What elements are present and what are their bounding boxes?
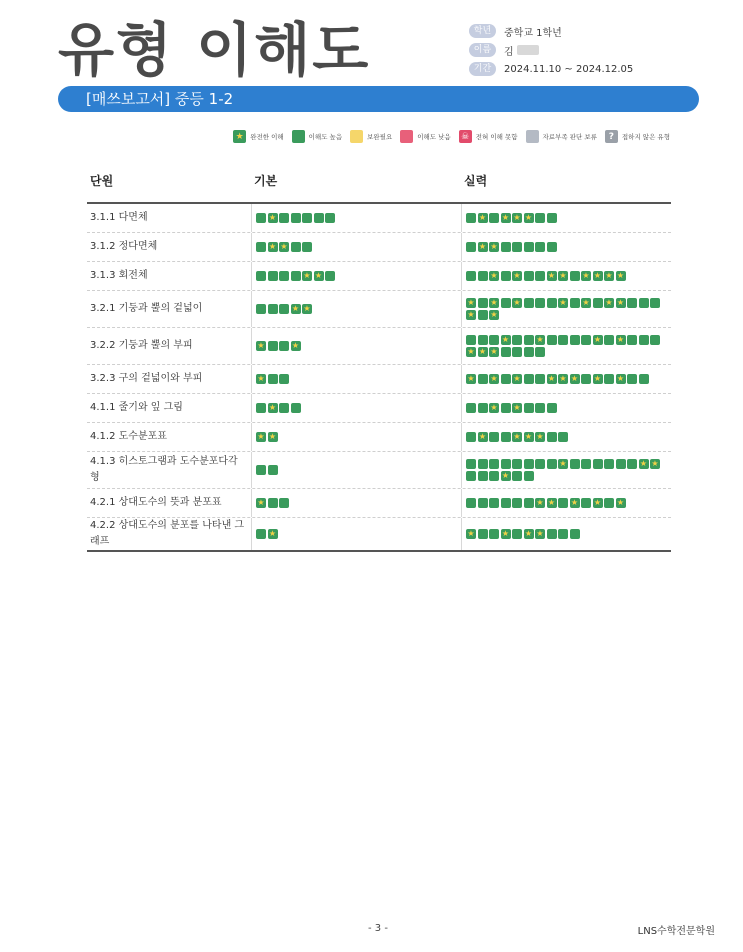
skill-cell [461,233,671,261]
table-body [87,204,671,552]
high-understanding-square [558,432,568,442]
high-understanding-square [581,374,591,384]
high-understanding-square [501,459,511,469]
basic-cell [251,365,461,393]
basic-cell [251,204,461,232]
high-understanding-square [466,271,476,281]
basic-cell [251,233,461,261]
skill-cell [461,365,671,393]
high-understanding-square [478,529,488,539]
info-grade [469,22,633,40]
high-understanding-square [535,459,545,469]
unit-label: 3.2.2 기둥과 뿔의 부피 [90,340,193,351]
high-understanding-square [501,374,511,384]
high-understanding-square [489,529,499,539]
high-understanding-square [268,465,278,475]
skull-icon: ☠ [459,130,472,143]
high-understanding-square [547,298,557,308]
high-understanding-square [466,432,476,442]
table-row [87,365,671,394]
legend-label: 전혀 이해 못함 [475,133,518,141]
mastered-square [639,459,649,469]
mastered-square [512,271,522,281]
high-understanding-square [524,498,534,508]
high-understanding-square [547,335,557,345]
high-understanding-square [501,271,511,281]
mastered-square [593,271,603,281]
student-info [469,22,633,79]
unit-label: 4.2.2 상대도수의 분포를 나타낸 그래프 [90,520,245,547]
high-understanding-square [279,374,289,384]
high-understanding-square [639,298,649,308]
high-understanding-square [501,432,511,442]
high-understanding-square [268,341,278,351]
mastered-square [256,498,266,508]
high-understanding-square [279,304,289,314]
high-understanding-square [291,242,301,252]
mastered-square [291,341,301,351]
mastered-square [478,347,488,357]
high-understanding-square [547,529,557,539]
high-understanding-square [524,335,534,345]
basic-cell [251,328,461,364]
academy-name: LNS수학전문학원 [637,926,715,937]
high-understanding-square [478,498,488,508]
high-understanding-square [256,529,266,539]
high-understanding-square [547,432,557,442]
high-understanding-square [524,374,534,384]
table-header [87,160,671,204]
high-understanding-square [268,374,278,384]
high-understanding-square [478,459,488,469]
high-understanding-square [478,310,488,320]
high-understanding-square [268,271,278,281]
skill-cell [461,291,671,327]
high-understanding-square [581,498,591,508]
legend-label: 보완필요 [367,133,393,141]
skill-cell [461,328,671,364]
high-understanding-square [512,498,522,508]
basic-cell [251,394,461,422]
skill-cell [461,394,671,422]
mastered-square [466,529,476,539]
mastered-square [558,459,568,469]
high-understanding-square [489,471,499,481]
high-understanding-square [478,471,488,481]
high-understanding-square [627,374,637,384]
mastered-square [501,529,511,539]
high-understanding-square [570,271,580,281]
legend-item [350,130,392,143]
unit-label: 3.2.3 구의 겉넓이와 부피 [90,373,203,384]
skill-cell [461,489,671,517]
high-understanding-square [466,242,476,252]
high-understanding-square [291,403,301,413]
mastered-square [256,432,266,442]
high-understanding-square [558,529,568,539]
high-understanding-square [547,403,557,413]
legend-swatch [400,130,413,143]
mastered-square [478,213,488,223]
high-understanding-square [604,498,614,508]
table-row [87,423,671,452]
high-understanding-square [535,347,545,357]
page-number: - 3 - [368,923,388,934]
mastered-square [593,374,603,384]
high-understanding-square [616,459,626,469]
mastered-square [489,271,499,281]
mastered-square [501,335,511,345]
legend-swatch [292,130,305,143]
skill-cell [461,423,671,451]
mastered-square [616,498,626,508]
high-understanding-square [478,335,488,345]
info-value-name: 김 [504,46,514,58]
legend-item [292,130,342,143]
high-understanding-square [466,459,476,469]
page-title: 유형 이해도 [58,16,371,84]
high-understanding-square [547,242,557,252]
mastered-square [501,471,511,481]
high-understanding-square [639,374,649,384]
high-understanding-square [478,271,488,281]
mastered-square [616,271,626,281]
mastered-square [279,242,289,252]
high-understanding-square [256,213,266,223]
legend-swatch [350,130,363,143]
header-basic: 기본 [254,174,278,188]
mastered-square [268,529,278,539]
high-understanding-square [604,374,614,384]
mastered-square [512,374,522,384]
unit-label: 4.1.1 줄기와 잎 그림 [90,402,183,413]
basic-cell [251,423,461,451]
legend-item [605,130,670,143]
header-skill: 실력 [464,174,488,188]
info-value-grade: 중학교 1학년 [504,27,562,39]
high-understanding-square [547,459,557,469]
mastered-square [478,242,488,252]
mastered-square [524,529,534,539]
table-row [87,489,671,518]
mastered-square [489,242,499,252]
high-understanding-square [535,271,545,281]
legend-label: 접하지 않은 유형 [621,133,670,141]
legend-label: 완전한 이해 [250,133,284,141]
high-understanding-square [535,374,545,384]
high-understanding-square [558,335,568,345]
mastered-square [547,271,557,281]
mastered-square [302,271,312,281]
info-value-period: 2024.11.10 ~ 2024.12.05 [504,63,634,75]
info-key-grade: 학년 [469,24,496,38]
high-understanding-square [558,498,568,508]
legend-swatch [526,130,539,143]
high-understanding-square [466,471,476,481]
mastered-square [466,298,476,308]
question-icon: ? [605,130,618,143]
high-understanding-square [524,242,534,252]
table-row [87,394,671,423]
mastered-square [512,403,522,413]
mastered-square [489,403,499,413]
mastered-square [501,213,511,223]
mastered-square [268,213,278,223]
mastered-square [616,374,626,384]
mastered-square [489,310,499,320]
mastered-square [466,347,476,357]
high-understanding-square [501,347,511,357]
mastered-square [314,271,324,281]
high-understanding-square [627,298,637,308]
high-understanding-square [291,213,301,223]
mastered-square [535,529,545,539]
table-row [87,291,671,328]
high-understanding-square [466,213,476,223]
mastered-square [524,432,534,442]
mastered-square [558,271,568,281]
unit-label: 3.1.1 다면체 [90,212,148,223]
high-understanding-square [256,465,266,475]
mastered-square [535,498,545,508]
mastered-square [466,310,476,320]
mastered-square [535,432,545,442]
high-understanding-square [512,347,522,357]
high-understanding-square [256,242,266,252]
high-understanding-square [466,498,476,508]
high-understanding-square [279,403,289,413]
star-icon: ★ [233,130,246,143]
info-period [469,60,633,78]
report-banner: [매쓰보고서] 중등 1-2 [58,86,699,112]
high-understanding-square [570,529,580,539]
table-row [87,452,671,489]
high-understanding-square [325,213,335,223]
table-row [87,233,671,262]
high-understanding-square [291,271,301,281]
high-understanding-square [639,335,649,345]
legend-item [526,130,597,143]
high-understanding-square [570,459,580,469]
high-understanding-square [581,459,591,469]
high-understanding-square [524,347,534,357]
legend-label: 이해도 낮음 [417,133,451,141]
basic-cell [251,262,461,290]
high-understanding-square [466,335,476,345]
high-understanding-square [570,298,580,308]
high-understanding-square [501,298,511,308]
high-understanding-square [547,213,557,223]
high-understanding-square [501,403,511,413]
mastered-square [593,498,603,508]
basic-cell [251,291,461,327]
basic-cell [251,452,461,488]
high-understanding-square [501,498,511,508]
high-understanding-square [581,335,591,345]
unit-label: 4.1.2 도수분포표 [90,431,167,442]
high-understanding-square [489,213,499,223]
mastered-square [604,298,614,308]
high-understanding-square [279,271,289,281]
high-understanding-square [524,298,534,308]
high-understanding-square [466,403,476,413]
mastered-square [268,403,278,413]
unit-label: 3.1.3 회전체 [90,270,148,281]
high-understanding-square [489,498,499,508]
mastered-square [268,432,278,442]
high-understanding-square [302,213,312,223]
skill-cell [461,204,671,232]
mastered-square [558,374,568,384]
mastered-square [547,498,557,508]
mastered-square [616,298,626,308]
high-understanding-square [512,242,522,252]
high-understanding-square [535,403,545,413]
unit-label: 4.2.1 상대도수의 뜻과 분포표 [90,497,222,508]
high-understanding-square [279,213,289,223]
mastered-square [489,347,499,357]
high-understanding-square [650,298,660,308]
legend [235,130,670,143]
legend-item [400,130,450,143]
legend-item [233,130,283,143]
basic-cell [251,489,461,517]
mastered-square [535,335,545,345]
high-understanding-square [302,242,312,252]
mastered-square [512,213,522,223]
legend-label: 이해도 높음 [308,133,343,141]
mastered-square [489,298,499,308]
high-understanding-square [478,298,488,308]
high-understanding-square [478,403,488,413]
info-key-name: 이름 [469,43,496,57]
high-understanding-square [501,242,511,252]
high-understanding-square [256,304,266,314]
high-understanding-square [524,403,534,413]
high-understanding-square [268,304,278,314]
high-understanding-square [627,335,637,345]
high-understanding-square [268,498,278,508]
high-understanding-square [279,341,289,351]
mastered-square [650,459,660,469]
skill-cell [461,518,671,550]
high-understanding-square [524,471,534,481]
high-understanding-square [512,459,522,469]
header-unit: 단원 [90,174,114,188]
mastered-square [512,298,522,308]
mastered-square [302,304,312,314]
high-understanding-square [535,298,545,308]
mastered-square [466,374,476,384]
mastered-square [558,298,568,308]
mastered-square [256,341,266,351]
high-understanding-square [512,471,522,481]
mastered-square [268,242,278,252]
mastered-square [604,271,614,281]
unit-label: 4.1.3 히스토그램과 도수분포다각형 [90,456,238,483]
skill-cell [461,262,671,290]
unit-label: 3.2.1 기둥과 뿔의 겉넓이 [90,303,203,314]
mastered-square [570,498,580,508]
mastered-square [489,374,499,384]
legend-item [459,130,518,143]
high-understanding-square [489,432,499,442]
high-understanding-square [279,498,289,508]
table-row [87,204,671,233]
high-understanding-square [593,459,603,469]
info-key-period: 기간 [469,62,496,76]
high-understanding-square [314,213,324,223]
mastered-square [512,432,522,442]
info-name [469,41,633,59]
high-understanding-square [512,529,522,539]
high-understanding-square [627,459,637,469]
mastered-square [581,271,591,281]
unit-label: 3.1.2 정다면체 [90,241,158,252]
table-row [87,518,671,552]
high-understanding-square [478,374,488,384]
high-understanding-square [524,271,534,281]
high-understanding-square [325,271,335,281]
high-understanding-square [570,335,580,345]
high-understanding-square [604,459,614,469]
mastered-square [524,213,534,223]
high-understanding-square [256,403,266,413]
understanding-table [87,160,671,552]
mastered-square [478,432,488,442]
high-understanding-square [512,335,522,345]
basic-cell [251,518,461,550]
high-understanding-square [524,459,534,469]
mastered-square [616,335,626,345]
high-understanding-square [535,213,545,223]
high-understanding-square [650,335,660,345]
mastered-square [256,374,266,384]
high-understanding-square [535,242,545,252]
high-understanding-square [256,271,266,281]
high-understanding-square [593,298,603,308]
mastered-square [547,374,557,384]
table-row [87,328,671,365]
mastered-square [291,304,301,314]
redacted-name [517,45,539,55]
mastered-square [581,298,591,308]
high-understanding-square [489,335,499,345]
skill-cell [461,452,671,488]
high-understanding-square [489,459,499,469]
table-row [87,262,671,291]
mastered-square [570,374,580,384]
high-understanding-square [604,335,614,345]
mastered-square [593,335,603,345]
legend-label: 자료부족 판단 보류 [542,133,597,141]
